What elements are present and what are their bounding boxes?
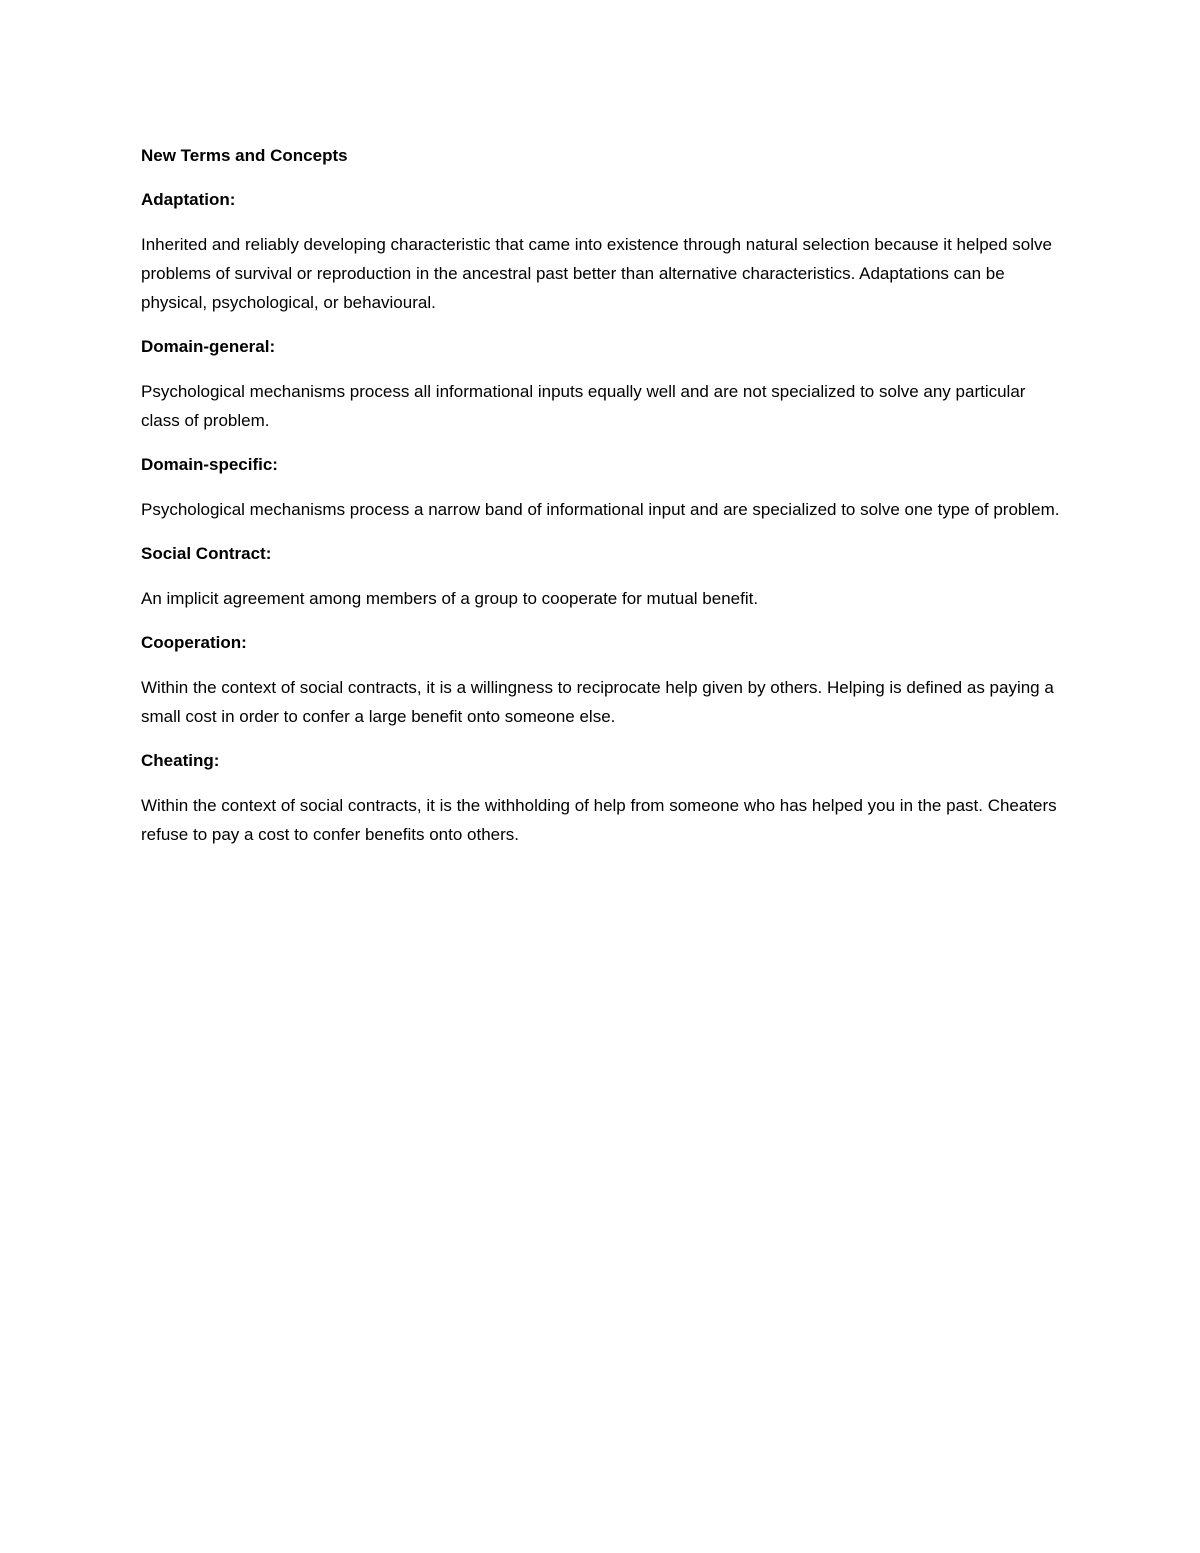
term-heading-cooperation: Cooperation: — [141, 633, 247, 652]
term-definition-domain-specific: Psychological mechanisms process a narrow band of informational input and are specialized to solve one type of problem. — [141, 500, 1060, 519]
document-body — [141, 142, 1061, 865]
term-heading-domain-general: Domain-general: — [141, 337, 276, 356]
term-definition-cooperation: Within the context of social contracts, it is a willingness to reciprocate help given by others. Helping is defined as paying a small cost in order to confer a large benefit onto someone else. — [141, 678, 1054, 726]
term-heading-cheating: Cheating: — [141, 751, 220, 770]
term-definition-adaptation: Inherited and reliably developing characteristic that came into existence through natural selection because it helped solve problems of survival or reproduction in the ancestral past better than alternative characteristics. Adaptations can be physical, psychological, or behavioural. — [141, 235, 1052, 312]
document-title: New Terms and Concepts — [141, 146, 348, 165]
term-definition-cheating: Within the context of social contracts, it is the withholding of help from someone who has helped you in the past. Cheaters refuse to pay a cost to confer benefits onto others. — [141, 796, 1057, 844]
term-heading-adaptation: Adaptation: — [141, 190, 236, 209]
term-definition-domain-general: Psychological mechanisms process all informational inputs equally well and are not specialized to solve any particular class of problem. — [141, 382, 1026, 430]
term-definition-social-contract: An implicit agreement among members of a group to cooperate for mutual benefit. — [141, 589, 759, 608]
term-heading-social-contract: Social Contract: — [141, 544, 272, 563]
term-heading-domain-specific: Domain-specific: — [141, 455, 278, 474]
